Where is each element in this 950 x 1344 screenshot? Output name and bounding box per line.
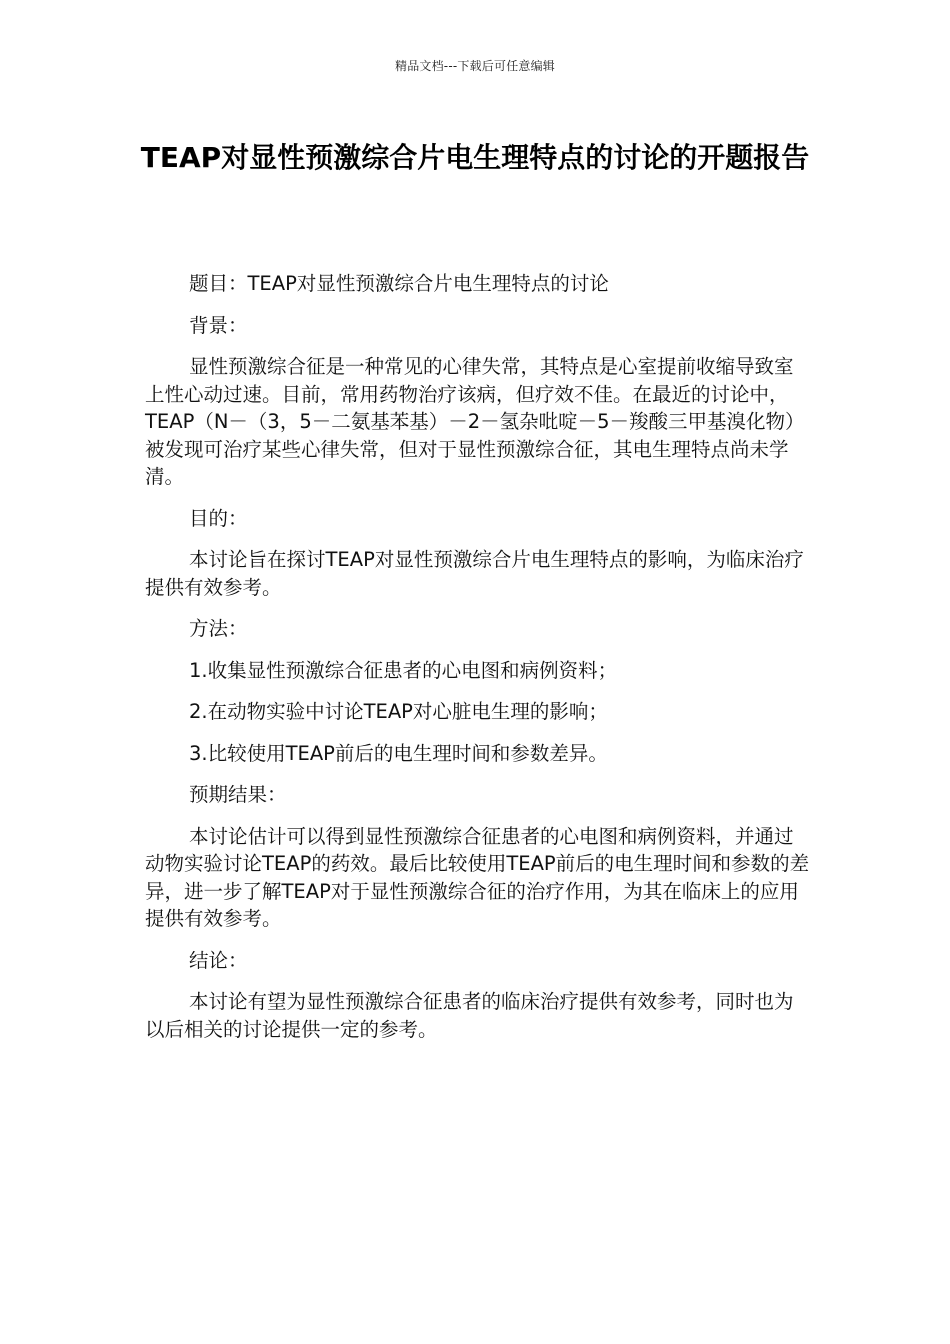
background-paragraph: 显性预激综合征是一种常见的心律失常，其特点是心室提前收缩导致室上性心动过速。目前，常用药物治疗该病，但疗效不佳。在最近的讨论中，TEAP（N－（3，5－二氨基苯基）－2－氢杂吡啶－5－羧酸三甲基溴化物）被发现可治疗某些心律失常，但对于显性预激综合征，其电生理特点尚未学清。 [145,355,805,488]
conclusion-paragraph: 本讨论有望为显性预激综合征患者的临床治疗提供有效参考，同时也为以后相关的讨论提供一定的参考。 [145,990,794,1041]
purpose-label: 目的： [189,506,248,530]
purpose-paragraph: 本讨论旨在探讨TEAP对显性预激综合片电生理特点的影响，为临床治疗提供有效参考。 [145,548,804,599]
header-note: 精品文档---下载后可任意编辑 [395,59,555,73]
method-label: 方法： [189,617,248,640]
expected-results-paragraph: 本讨论估计可以得到显性预激综合征患者的心电图和病例资料，并通过动物实验讨论TEAP的药效。最后比较使用TEAP前后的电生理时间和参数的差异，进一步了解TEAP对于显性预激综合征的治疗作用，为其在临床上的应用提供有效参考。 [145,824,810,930]
background-label: 背景： [189,313,248,337]
conclusion-label: 结论： [189,948,248,972]
topic-line: 题目：TEAP对显性预激综合片电生理特点的讨论 [189,272,609,295]
method-item-2: 2.在动物实验中讨论TEAP对心脏电生理的影响； [189,700,608,723]
expected-results-label: 预期结果： [189,783,287,806]
method-item-1: 1.收集显性预激综合征患者的心电图和病例资料； [189,658,618,682]
document-title: TEAP对显性预激综合片电生理特点的讨论的开题报告 [140,141,810,174]
document-body [145,270,810,1057]
method-item-3: 3.比较使用TEAP前后的电生理时间和参数差异。 [189,741,608,765]
